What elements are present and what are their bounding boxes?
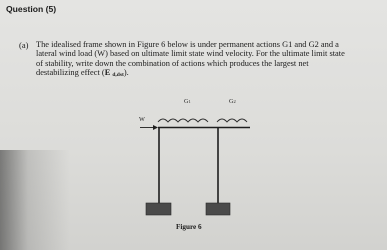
paragraph-line-2: lateral wind load (W) based on ultimate limit state wind velocity. For the ultimate limit state (36, 49, 345, 59)
g2-subscript: 2 (233, 99, 236, 104)
g2-load-path (217, 119, 247, 122)
g2-letter: G (229, 98, 234, 105)
wind-arrow-head (153, 125, 158, 130)
figure-caption: Figure 6 (176, 223, 202, 231)
wind-label: W (139, 116, 145, 123)
g1-load-path (158, 119, 208, 122)
right-support (206, 203, 230, 215)
g2-load-loops (217, 119, 247, 122)
paragraph-line-1: The idealised frame shown in Figure 6 below is under permanent actions G1 and G2 and a (36, 40, 339, 49)
effect-symbol: E (104, 67, 111, 77)
g2-label (229, 98, 236, 105)
g1-letter: G (184, 98, 189, 105)
part-label: (a) (19, 40, 29, 50)
left-support (146, 203, 171, 215)
line4-prefix: destabilizing effect ( (36, 67, 105, 77)
line4-suffix: ). (123, 67, 129, 77)
g1-label (184, 98, 191, 105)
g1-load-loops (158, 119, 208, 122)
effect-subscript: d,dst (112, 71, 124, 78)
g1-subscript: 1 (188, 99, 191, 104)
paragraph-line-3: of stability, write down the combination of actions which produces the largest net (36, 58, 309, 68)
question-title: Question (5) (6, 4, 57, 14)
